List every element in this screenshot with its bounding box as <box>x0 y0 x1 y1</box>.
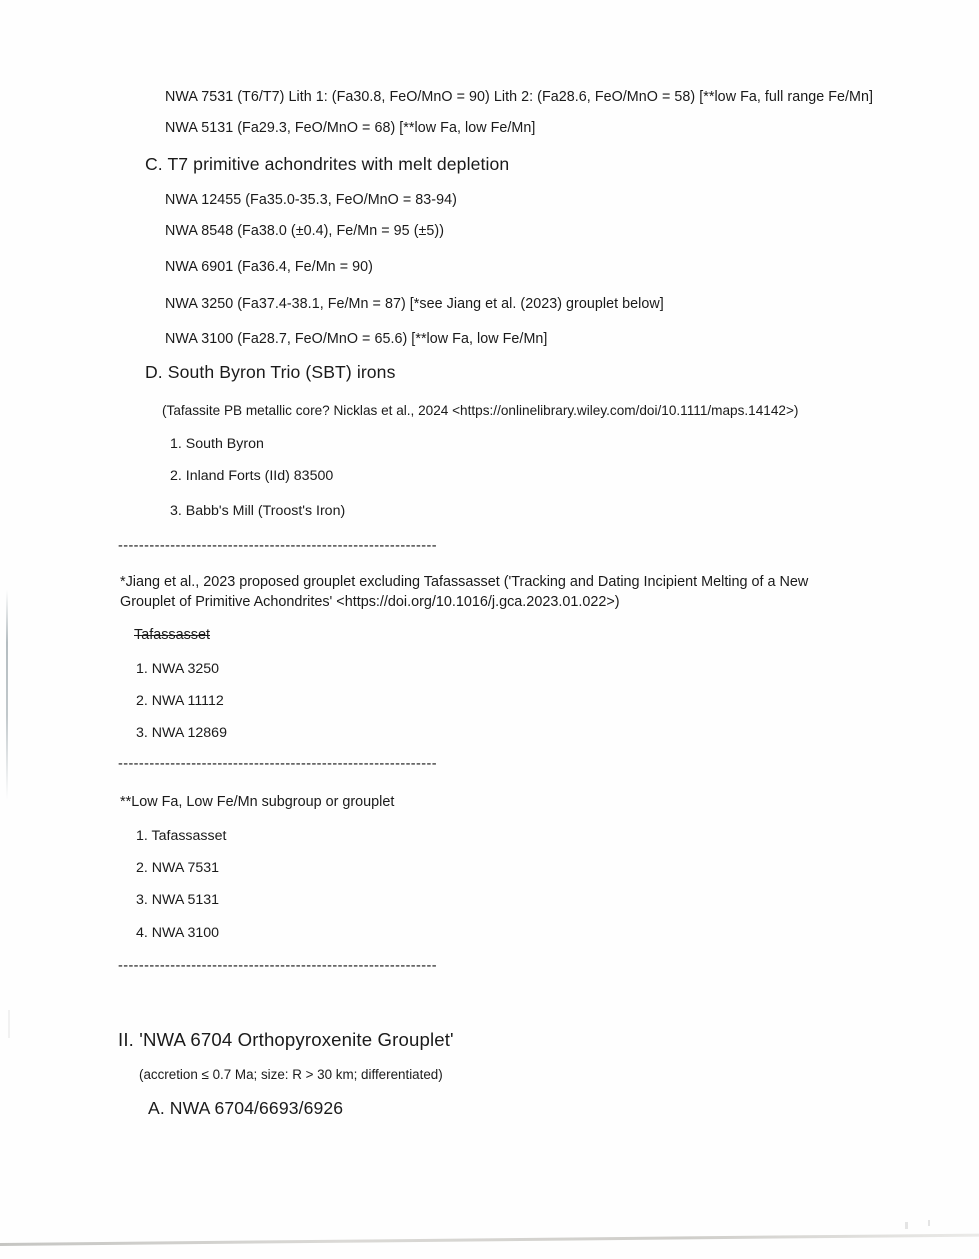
scan-edge-artifact-left <box>6 590 8 800</box>
scan-speck <box>905 1222 908 1229</box>
separator-line-3: ------------------------------------------------------------- <box>118 958 437 974</box>
footnote-jiang-2023: *Jiang et al., 2023 proposed grouplet excluding Tafassasset ('Tracking and Dating Incipient Melting of a New Grouplet of Primitive Achondrites' <https://doi.org/10.1016/j.gca.2023.01.022>) <box>120 574 809 611</box>
list-item-nwa-3100: 4. NWA 3100 <box>136 925 220 941</box>
note-section-d: (Tafassite PB metallic core? Nicklas et al., 2024 <https://onlinelibrary.wiley.com/doi/10.1111/maps.14142>) <box>162 403 799 418</box>
separator-line-2: ------------------------------------------------------------- <box>118 756 437 772</box>
heading-section-c: C. T7 primitive achondrites with melt depletion <box>145 154 510 174</box>
list-item-nwa-12869: 3. NWA 12869 <box>136 725 227 741</box>
scan-speck <box>928 1220 930 1226</box>
heading-section-ii: II. 'NWA 6704 Orthopyroxenite Grouplet' <box>118 1029 454 1050</box>
footnote-low-fa-low-femn: **Low Fa, Low Fe/Mn subgroup or grouplet <box>120 794 395 810</box>
note-section-ii: (accretion ≤ 0.7 Ma; size: R > 30 km; differentiated) <box>139 1067 443 1082</box>
list-item-tafassasset: 1. Tafassasset <box>136 828 227 844</box>
struck-item-tafassasset: Tafassasset <box>134 627 210 643</box>
entry-nwa-7531: NWA 7531 (T6/T7) Lith 1: (Fa30.8, FeO/MnO = 90) Lith 2: (Fa28.6, FeO/MnO = 58) [**low Fa, full range Fe/Mn] <box>165 89 874 105</box>
separator-line-1: ------------------------------------------------------------- <box>118 538 437 554</box>
entry-nwa-3100: NWA 3100 (Fa28.7, FeO/MnO = 65.6) [**low Fa, low Fe/Mn] <box>165 331 548 347</box>
scan-edge-artifact-bottom <box>0 1234 979 1246</box>
list-item-nwa-11112: 2. NWA 11112 <box>136 693 224 709</box>
list-item-nwa-3250: 1. NWA 3250 <box>136 661 220 677</box>
entry-nwa-3250: NWA 3250 (Fa37.4-38.1, Fe/Mn = 87) [*see Jiang et al. (2023) grouplet below] <box>165 296 664 312</box>
entry-nwa-6901: NWA 6901 (Fa36.4, Fe/Mn = 90) <box>165 259 373 275</box>
list-item-nwa-7531: 2. NWA 7531 <box>136 860 220 876</box>
list-item-babbs-mill: 3. Babb's Mill (Troost's Iron) <box>170 503 346 519</box>
heading-section-d: D. South Byron Trio (SBT) irons <box>145 362 396 382</box>
entry-nwa-5131: NWA 5131 (Fa29.3, FeO/MnO = 68) [**low Fa, low Fe/Mn] <box>165 120 536 136</box>
list-item-nwa-5131: 3. NWA 5131 <box>136 892 220 908</box>
scan-speck <box>8 1010 10 1038</box>
list-item-south-byron: 1. South Byron <box>170 436 264 452</box>
heading-subsection-ii-a: A. NWA 6704/6693/6926 <box>148 1098 344 1118</box>
entry-nwa-12455: NWA 12455 (Fa35.0-35.3, FeO/MnO = 83-94) <box>165 192 457 208</box>
list-item-inland-forts: 2. Inland Forts (IId) 83500 <box>170 468 334 484</box>
entry-nwa-8548: NWA 8548 (Fa38.0 (±0.4), Fe/Mn = 95 (±5)) <box>165 223 445 239</box>
